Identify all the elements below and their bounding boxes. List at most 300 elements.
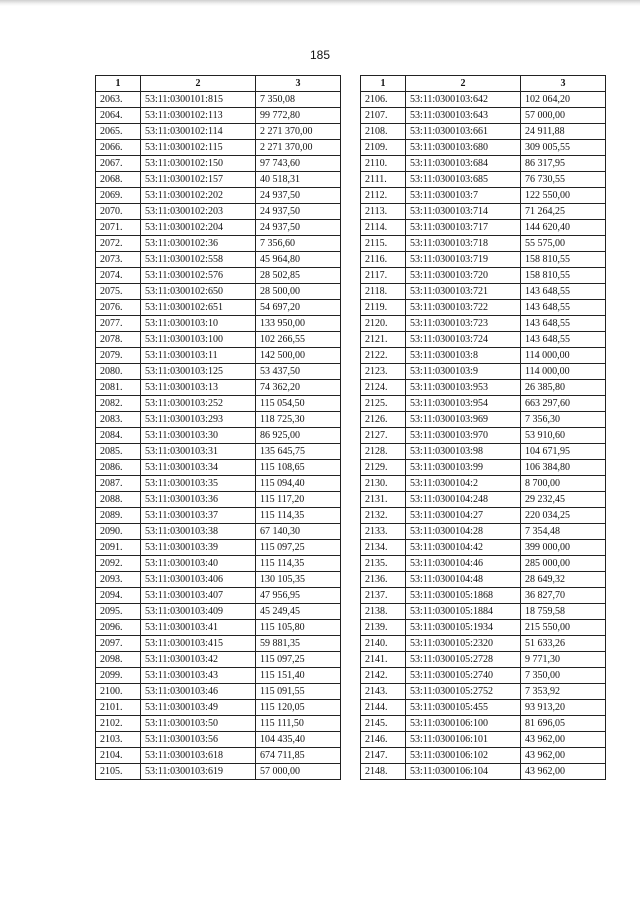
cadastral-number: 53:11:0300102:114 <box>141 124 256 140</box>
row-number: 2088. <box>96 492 141 508</box>
cadastral-value: 7 353,92 <box>521 684 606 700</box>
row-number: 2064. <box>96 108 141 124</box>
cadastral-number: 53:11:0300103:40 <box>141 556 256 572</box>
cadastral-number: 53:11:0300103:680 <box>406 140 521 156</box>
cadastral-number: 53:11:0300103:43 <box>141 668 256 684</box>
row-number: 2080. <box>96 364 141 380</box>
cadastral-value: 24 937,50 <box>256 220 341 236</box>
row-number: 2141. <box>361 652 406 668</box>
cadastral-value: 45 964,80 <box>256 252 341 268</box>
table-row <box>96 124 341 140</box>
cadastral-value: 28 500,00 <box>256 284 341 300</box>
cadastral-value: 81 696,05 <box>521 716 606 732</box>
cadastral-value: 106 384,80 <box>521 460 606 476</box>
row-number: 2135. <box>361 556 406 572</box>
cadastral-value: 115 097,25 <box>256 652 341 668</box>
cadastral-value: 7 354,48 <box>521 524 606 540</box>
table-row <box>96 748 341 764</box>
cadastral-number: 53:11:0300104:48 <box>406 572 521 588</box>
cadastral-number: 53:11:0300103:409 <box>141 604 256 620</box>
table-row <box>361 524 606 540</box>
cadastral-value: 143 648,55 <box>521 316 606 332</box>
row-number: 2068. <box>96 172 141 188</box>
cadastral-value: 115 114,35 <box>256 556 341 572</box>
row-number: 2106. <box>361 92 406 108</box>
cadastral-value: 115 111,50 <box>256 716 341 732</box>
cadastral-value: 122 550,00 <box>521 188 606 204</box>
table-row <box>96 508 341 524</box>
cadastral-number: 53:11:0300103:30 <box>141 428 256 444</box>
cadastral-value: 115 054,50 <box>256 396 341 412</box>
table-row <box>361 364 606 380</box>
row-number: 2073. <box>96 252 141 268</box>
cadastral-number: 53:11:0300104:27 <box>406 508 521 524</box>
cadastral-number: 53:11:0300103:718 <box>406 236 521 252</box>
cadastral-number: 53:11:0300103:50 <box>141 716 256 732</box>
row-number: 2099. <box>96 668 141 684</box>
cadastral-number: 53:11:0300103:719 <box>406 252 521 268</box>
row-number: 2063. <box>96 92 141 108</box>
table-row <box>96 380 341 396</box>
row-number: 2115. <box>361 236 406 252</box>
row-number: 2074. <box>96 268 141 284</box>
row-number: 2091. <box>96 540 141 556</box>
cadastral-value: 7 356,30 <box>521 412 606 428</box>
row-number: 2111. <box>361 172 406 188</box>
header-row <box>361 76 606 92</box>
table-row <box>96 300 341 316</box>
cadastral-number: 53:11:0300105:2320 <box>406 636 521 652</box>
cadastral-value: 67 140,30 <box>256 524 341 540</box>
table-row <box>96 140 341 156</box>
cadastral-number: 53:11:0300103:717 <box>406 220 521 236</box>
cadastral-value: 102 266,55 <box>256 332 341 348</box>
row-number: 2144. <box>361 700 406 716</box>
table-row <box>96 604 341 620</box>
row-number: 2104. <box>96 748 141 764</box>
cadastral-number: 53:11:0300103:293 <box>141 412 256 428</box>
row-number: 2100. <box>96 684 141 700</box>
table-row <box>361 172 606 188</box>
cadastral-number: 53:11:0300102:115 <box>141 140 256 156</box>
cadastral-value: 45 249,45 <box>256 604 341 620</box>
cadastral-number: 53:11:0300102:650 <box>141 284 256 300</box>
cadastral-number: 53:11:0300104:42 <box>406 540 521 556</box>
row-number: 2124. <box>361 380 406 396</box>
cadastral-number: 53:11:0300103:39 <box>141 540 256 556</box>
row-number: 2122. <box>361 348 406 364</box>
header-col-3: 3 <box>256 76 341 92</box>
cadastral-value: 24 911,88 <box>521 124 606 140</box>
table-row <box>96 188 341 204</box>
table-row <box>361 268 606 284</box>
row-number: 2071. <box>96 220 141 236</box>
cadastral-value: 43 962,00 <box>521 748 606 764</box>
table-row <box>96 332 341 348</box>
table-row <box>96 396 341 412</box>
row-number: 2129. <box>361 460 406 476</box>
row-number: 2110. <box>361 156 406 172</box>
cadastral-value: 9 771,30 <box>521 652 606 668</box>
cadastral-value: 115 114,35 <box>256 508 341 524</box>
cadastral-value: 28 502,85 <box>256 268 341 284</box>
cadastral-number: 53:11:0300103:36 <box>141 492 256 508</box>
cadastral-number: 53:11:0300101:815 <box>141 92 256 108</box>
row-number: 2139. <box>361 620 406 636</box>
table-row <box>361 220 606 236</box>
table-row <box>361 412 606 428</box>
row-number: 2067. <box>96 156 141 172</box>
table-row <box>96 428 341 444</box>
cadastral-value: 8 700,00 <box>521 476 606 492</box>
table-row <box>361 620 606 636</box>
table-row <box>361 188 606 204</box>
row-number: 2134. <box>361 540 406 556</box>
row-number: 2146. <box>361 732 406 748</box>
cadastral-number: 53:11:0300103:46 <box>141 684 256 700</box>
cadastral-number: 53:11:0300103:714 <box>406 204 521 220</box>
table-row <box>96 620 341 636</box>
table-row <box>96 540 341 556</box>
cadastral-value: 158 810,55 <box>521 268 606 284</box>
table-row <box>361 764 606 780</box>
table-row <box>361 684 606 700</box>
cadastral-value: 53 910,60 <box>521 428 606 444</box>
cadastral-value: 57 000,00 <box>521 108 606 124</box>
cadastral-value: 99 772,80 <box>256 108 341 124</box>
row-number: 2098. <box>96 652 141 668</box>
cadastral-number: 53:11:0300105:1934 <box>406 620 521 636</box>
cadastral-value: 18 759,58 <box>521 604 606 620</box>
row-number: 2131. <box>361 492 406 508</box>
table-row <box>361 316 606 332</box>
cadastral-number: 53:11:0300105:2728 <box>406 652 521 668</box>
cadastral-value: 399 000,00 <box>521 540 606 556</box>
cadastral-value: 104 671,95 <box>521 444 606 460</box>
row-number: 2133. <box>361 524 406 540</box>
cadastral-value: 59 881,35 <box>256 636 341 652</box>
row-number: 2125. <box>361 396 406 412</box>
page-number: 185 <box>309 48 331 62</box>
cadastral-number: 53:11:0300103:10 <box>141 316 256 332</box>
row-number: 2120. <box>361 316 406 332</box>
table-row <box>96 364 341 380</box>
cadastral-value: 114 000,00 <box>521 364 606 380</box>
cadastral-value: 220 034,25 <box>521 508 606 524</box>
row-number: 2136. <box>361 572 406 588</box>
table-row <box>96 156 341 172</box>
cadastral-number: 53:11:0300106:102 <box>406 748 521 764</box>
cadastral-number: 53:11:0300103:954 <box>406 396 521 412</box>
cadastral-value: 142 500,00 <box>256 348 341 364</box>
cadastral-number: 53:11:0300103:38 <box>141 524 256 540</box>
row-number: 2094. <box>96 588 141 604</box>
row-number: 2082. <box>96 396 141 412</box>
cadastral-number: 53:11:0300103:685 <box>406 172 521 188</box>
row-number: 2126. <box>361 412 406 428</box>
table-row <box>96 236 341 252</box>
header-col-1: 1 <box>96 76 141 92</box>
cadastral-value: 47 956,95 <box>256 588 341 604</box>
cadastral-number: 53:11:0300103:724 <box>406 332 521 348</box>
table-row <box>96 684 341 700</box>
row-number: 2105. <box>96 764 141 780</box>
row-number: 2075. <box>96 284 141 300</box>
cadastral-value: 143 648,55 <box>521 332 606 348</box>
table-row <box>96 716 341 732</box>
row-number: 2112. <box>361 188 406 204</box>
scan-edge <box>0 0 640 6</box>
cadastral-number: 53:11:0300103:721 <box>406 284 521 300</box>
row-number: 2086. <box>96 460 141 476</box>
cadastral-value: 24 937,50 <box>256 204 341 220</box>
cadastral-number: 53:11:0300102:576 <box>141 268 256 284</box>
cadastral-value: 674 711,85 <box>256 748 341 764</box>
row-number: 2103. <box>96 732 141 748</box>
table-row <box>361 252 606 268</box>
header-col-1: 1 <box>361 76 406 92</box>
row-number: 2087. <box>96 476 141 492</box>
cadastral-number: 53:11:0300103:723 <box>406 316 521 332</box>
table-row <box>361 652 606 668</box>
table-row <box>361 604 606 620</box>
cadastral-number: 53:11:0300103:56 <box>141 732 256 748</box>
row-number: 2143. <box>361 684 406 700</box>
table-row <box>96 444 341 460</box>
cadastral-number: 53:11:0300103:125 <box>141 364 256 380</box>
table-row <box>96 268 341 284</box>
cadastral-value: 2 271 370,00 <box>256 140 341 156</box>
table-row <box>96 556 341 572</box>
cadastral-number: 53:11:0300104:28 <box>406 524 521 540</box>
cadastral-value: 144 620,40 <box>521 220 606 236</box>
cadastral-number: 53:11:0300103:42 <box>141 652 256 668</box>
table-row <box>96 220 341 236</box>
cadastral-value: 76 730,55 <box>521 172 606 188</box>
cadastral-number: 53:11:0300103:99 <box>406 460 521 476</box>
cadastral-number: 53:11:0300103:11 <box>141 348 256 364</box>
cadastral-number: 53:11:0300103:619 <box>141 764 256 780</box>
table-row <box>96 652 341 668</box>
cadastral-number: 53:11:0300102:150 <box>141 156 256 172</box>
table-row <box>361 348 606 364</box>
table-row <box>361 700 606 716</box>
row-number: 2078. <box>96 332 141 348</box>
cadastral-number: 53:11:0300103:252 <box>141 396 256 412</box>
cadastral-number: 53:11:0300103:100 <box>141 332 256 348</box>
cadastral-value: 28 649,32 <box>521 572 606 588</box>
cadastral-value: 74 362,20 <box>256 380 341 396</box>
cadastral-value: 143 648,55 <box>521 300 606 316</box>
table-row <box>361 108 606 124</box>
row-number: 2089. <box>96 508 141 524</box>
cadastral-value: 130 105,35 <box>256 572 341 588</box>
row-number: 2142. <box>361 668 406 684</box>
cadastral-number: 53:11:0300105:1868 <box>406 588 521 604</box>
cadastral-number: 53:11:0300103:41 <box>141 620 256 636</box>
cadastral-number: 53:11:0300106:104 <box>406 764 521 780</box>
cadastral-number: 53:11:0300104:2 <box>406 476 521 492</box>
row-number: 2081. <box>96 380 141 396</box>
cadastral-value: 43 962,00 <box>521 764 606 780</box>
cadastral-number: 53:11:0300105:1884 <box>406 604 521 620</box>
cadastral-value: 115 105,80 <box>256 620 341 636</box>
cadastral-value: 143 648,55 <box>521 284 606 300</box>
row-number: 2119. <box>361 300 406 316</box>
table-row <box>96 588 341 604</box>
registry-table-left <box>95 75 341 780</box>
table-row <box>361 156 606 172</box>
cadastral-number: 53:11:0300103:37 <box>141 508 256 524</box>
table-row <box>96 348 341 364</box>
cadastral-value: 53 437,50 <box>256 364 341 380</box>
table-row <box>361 636 606 652</box>
cadastral-number: 53:11:0300105:2740 <box>406 668 521 684</box>
cadastral-number: 53:11:0300102:113 <box>141 108 256 124</box>
cadastral-value: 71 264,25 <box>521 204 606 220</box>
registry-table-right <box>360 75 606 780</box>
table-row <box>96 668 341 684</box>
table-row <box>96 204 341 220</box>
row-number: 2140. <box>361 636 406 652</box>
table-row <box>361 460 606 476</box>
table-row <box>361 492 606 508</box>
table-row <box>361 300 606 316</box>
table-row <box>361 668 606 684</box>
table-row <box>96 764 341 780</box>
table-row <box>96 732 341 748</box>
cadastral-value: 86 317,95 <box>521 156 606 172</box>
cadastral-number: 53:11:0300103:34 <box>141 460 256 476</box>
cadastral-value: 115 120,05 <box>256 700 341 716</box>
table-row <box>361 380 606 396</box>
row-number: 2145. <box>361 716 406 732</box>
row-number: 2092. <box>96 556 141 572</box>
row-number: 2138. <box>361 604 406 620</box>
row-number: 2070. <box>96 204 141 220</box>
header-col-2: 2 <box>141 76 256 92</box>
table-row <box>361 204 606 220</box>
cadastral-number: 53:11:0300103:35 <box>141 476 256 492</box>
cadastral-value: 24 937,50 <box>256 188 341 204</box>
cadastral-value: 133 950,00 <box>256 316 341 332</box>
table-row <box>96 492 341 508</box>
row-number: 2127. <box>361 428 406 444</box>
cadastral-number: 53:11:0300103:7 <box>406 188 521 204</box>
table-row <box>96 252 341 268</box>
cadastral-value: 115 117,20 <box>256 492 341 508</box>
row-number: 2095. <box>96 604 141 620</box>
cadastral-value: 86 925,00 <box>256 428 341 444</box>
cadastral-number: 53:11:0300103:9 <box>406 364 521 380</box>
row-number: 2117. <box>361 268 406 284</box>
row-number: 2066. <box>96 140 141 156</box>
cadastral-value: 93 913,20 <box>521 700 606 716</box>
cadastral-number: 53:11:0300102:558 <box>141 252 256 268</box>
cadastral-value: 309 005,55 <box>521 140 606 156</box>
row-number: 2083. <box>96 412 141 428</box>
row-number: 2148. <box>361 764 406 780</box>
cadastral-value: 43 962,00 <box>521 732 606 748</box>
cadastral-value: 115 151,40 <box>256 668 341 684</box>
table-row <box>96 636 341 652</box>
row-number: 2079. <box>96 348 141 364</box>
cadastral-number: 53:11:0300102:202 <box>141 188 256 204</box>
cadastral-value: 663 297,60 <box>521 396 606 412</box>
table-row <box>361 284 606 300</box>
cadastral-number: 53:11:0300103:969 <box>406 412 521 428</box>
header-col-3: 3 <box>521 76 606 92</box>
cadastral-value: 115 091,55 <box>256 684 341 700</box>
table-row <box>96 412 341 428</box>
row-number: 2102. <box>96 716 141 732</box>
header-col-2: 2 <box>406 76 521 92</box>
row-number: 2128. <box>361 444 406 460</box>
cadastral-value: 215 550,00 <box>521 620 606 636</box>
cadastral-value: 7 350,00 <box>521 668 606 684</box>
cadastral-value: 104 435,40 <box>256 732 341 748</box>
cadastral-value: 7 350,08 <box>256 92 341 108</box>
cadastral-value: 115 108,65 <box>256 460 341 476</box>
table-row <box>96 284 341 300</box>
row-number: 2132. <box>361 508 406 524</box>
table-row <box>96 524 341 540</box>
cadastral-number: 53:11:0300103:642 <box>406 92 521 108</box>
table-row <box>361 428 606 444</box>
cadastral-value: 51 633,26 <box>521 636 606 652</box>
row-number: 2084. <box>96 428 141 444</box>
cadastral-number: 53:11:0300103:31 <box>141 444 256 460</box>
cadastral-value: 97 743,60 <box>256 156 341 172</box>
cadastral-value: 102 064,20 <box>521 92 606 108</box>
row-number: 2137. <box>361 588 406 604</box>
cadastral-number: 53:11:0300103:618 <box>141 748 256 764</box>
row-number: 2107. <box>361 108 406 124</box>
table-row <box>96 572 341 588</box>
cadastral-number: 53:11:0300103:407 <box>141 588 256 604</box>
row-number: 2121. <box>361 332 406 348</box>
cadastral-number: 53:11:0300102:204 <box>141 220 256 236</box>
table-row <box>361 716 606 732</box>
row-number: 2072. <box>96 236 141 252</box>
table-row <box>96 92 341 108</box>
cadastral-value: 158 810,55 <box>521 252 606 268</box>
cadastral-number: 53:11:0300106:101 <box>406 732 521 748</box>
cadastral-number: 53:11:0300106:100 <box>406 716 521 732</box>
cadastral-value: 29 232,45 <box>521 492 606 508</box>
table-row <box>361 732 606 748</box>
cadastral-value: 54 697,20 <box>256 300 341 316</box>
table-row <box>96 172 341 188</box>
table-row <box>361 748 606 764</box>
cadastral-number: 53:11:0300103:8 <box>406 348 521 364</box>
cadastral-number: 53:11:0300103:684 <box>406 156 521 172</box>
cadastral-number: 53:11:0300104:248 <box>406 492 521 508</box>
cadastral-number: 53:11:0300103:13 <box>141 380 256 396</box>
row-number: 2093. <box>96 572 141 588</box>
table-row <box>361 92 606 108</box>
cadastral-value: 118 725,30 <box>256 412 341 428</box>
cadastral-number: 53:11:0300102:203 <box>141 204 256 220</box>
table-row <box>361 236 606 252</box>
table-row <box>361 588 606 604</box>
cadastral-number: 53:11:0300103:720 <box>406 268 521 284</box>
cadastral-value: 36 827,70 <box>521 588 606 604</box>
table-row <box>361 140 606 156</box>
cadastral-number: 53:11:0300103:415 <box>141 636 256 652</box>
cadastral-value: 57 000,00 <box>256 764 341 780</box>
cadastral-value: 2 271 370,00 <box>256 124 341 140</box>
